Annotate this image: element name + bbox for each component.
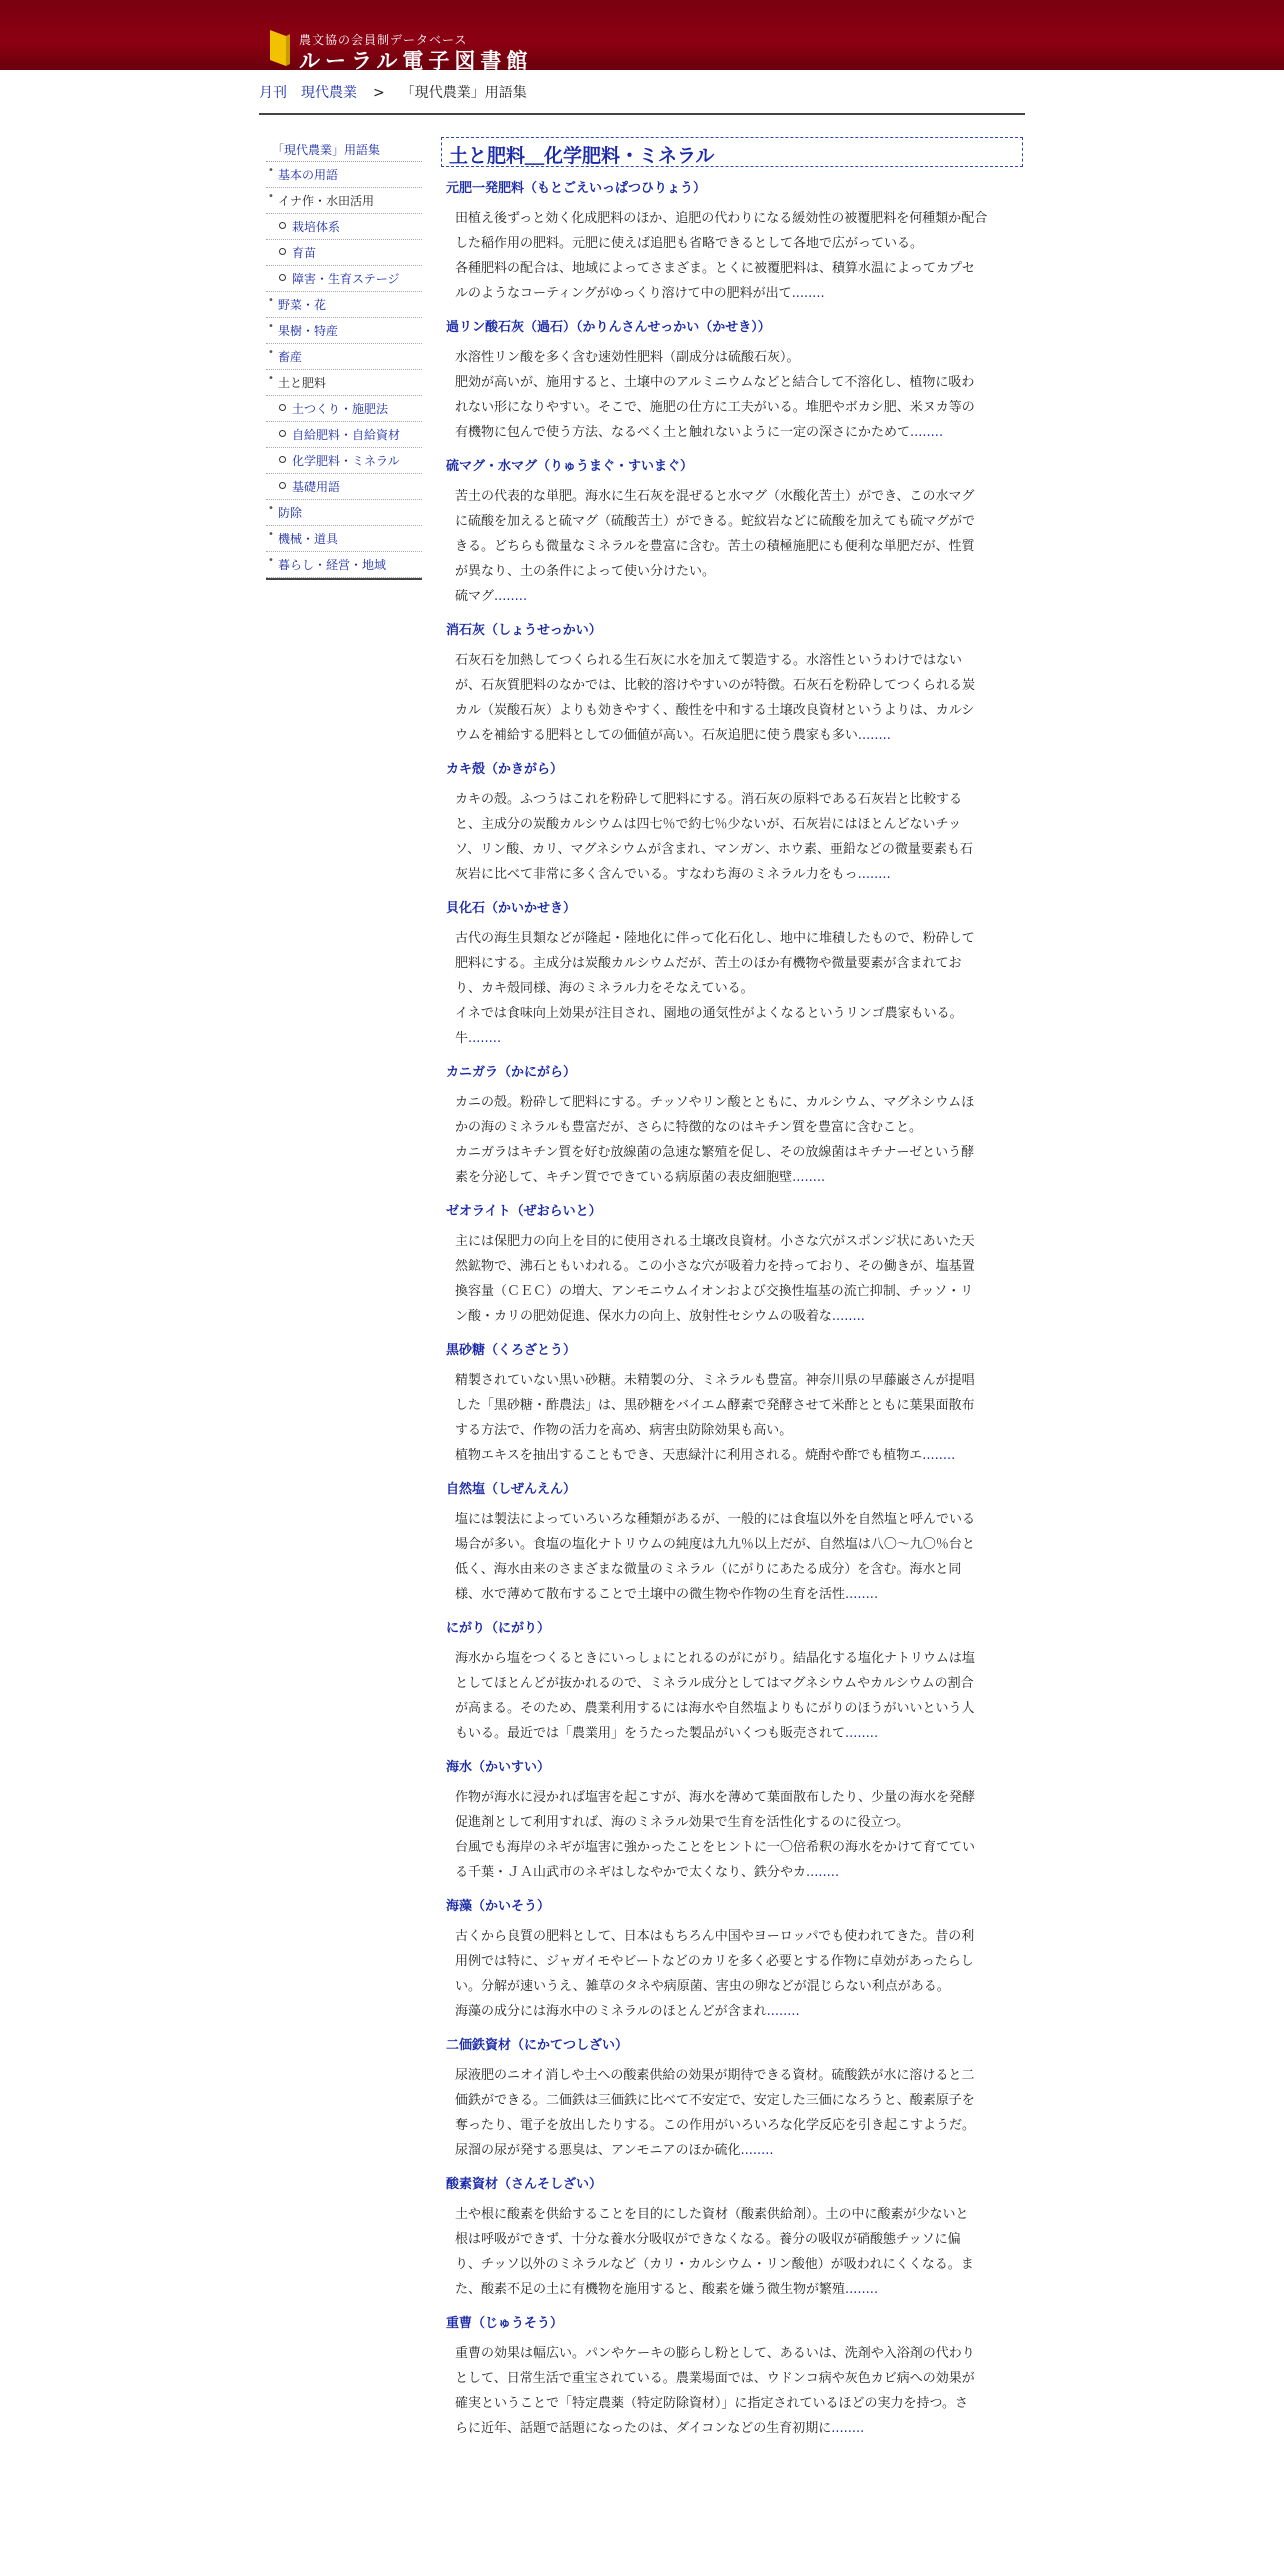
sidebar-item-11[interactable] (266, 448, 422, 474)
description-text: 主には保肥力の向上を目的に使用される土壌改良資材。小さな穴がスポンジ状にあいた天 (455, 1234, 975, 1249)
description-text: 精製されていない黒い砂糖。未精製の分、ミネラルも豊富。神奈川県の早藤巌さんが提唱 (455, 1373, 975, 1388)
description-text: 重曹の効果は幅広い。パンやケーキの膨らし粉として、あるいは、洗剤や入浴剤の代わり (455, 2346, 975, 2361)
sidebar-item-label: 果樹・特産 (278, 324, 339, 338)
sidebar-item-label: 自給肥料・自給資材 (292, 428, 401, 442)
description-line (455, 2366, 1023, 2391)
description-line (455, 1582, 1023, 1607)
description-line (455, 1532, 1023, 1557)
term-description (455, 345, 1023, 445)
description-text: 肥料にする。主成分は炭酸カルシウムだが、苦土のほか有機物や微量要素が含まれてお (455, 956, 962, 971)
description-line (455, 1507, 1023, 1532)
description-text: い。分解が速いうえ、雑草のタネや病原菌、害虫の卵などが混じらない利点がある。 (455, 1979, 950, 1994)
description-text: 様、水で薄めて散布することで土壌中の微生物や作物の生育を活性 (455, 1587, 846, 1602)
term-description (455, 2202, 1023, 2302)
sidebar-item-label: 栽培体系 (292, 220, 341, 234)
description-line (455, 1646, 1023, 1671)
description-text: が、石灰質肥料のなかでは、比較的溶けやすいのが特徴。石灰石を粉砕してつくられる炭 (455, 678, 976, 693)
sidebar-item-5[interactable] (266, 292, 422, 318)
sidebar-item-12[interactable] (266, 474, 422, 500)
breadcrumb (259, 82, 527, 102)
description-line (455, 1785, 1023, 1810)
description-line (455, 484, 1023, 509)
book-logo-icon[interactable] (268, 28, 292, 68)
term-heading[interactable]: カニガラ（かにがら） (446, 1065, 577, 1080)
description-text: と、主成分の炭酸カルシウムは四七％で約七％少ないが、石灰岩にはほとんどないチッ (455, 817, 962, 832)
description-text: 水溶性リン酸を多く含む速効性肥料（副成分は硫酸石灰）。 (455, 350, 800, 365)
description-text: 海藻の成分には海水中のミネラルのほとんどが含まれ (455, 2004, 767, 2019)
term-heading[interactable]: 過リン酸石灰（過石）（かりんさんせっかい（かせき）） (446, 320, 771, 335)
description-text: として、日常生活で重宝されている。農業場面では、ウドンコ病や灰色カビ病への効果が (455, 2371, 975, 2386)
description-text: 用例では特に、ジャガイモやビートなどのカリを多く必要とする作物に卓効があったらし (455, 1954, 974, 1969)
description-line (455, 1001, 1023, 1026)
description-text: 苦土の代表的な単肥。海水に生石灰を混ぜると水マグ（水酸化苦土）ができ、この水マグ (455, 489, 975, 504)
description-line (455, 2391, 1023, 2416)
description-line (455, 1418, 1023, 1443)
description-line (455, 2202, 1023, 2227)
bullet-icon: • (268, 295, 274, 306)
description-text: 灰岩に比べて非常に多く含んでいる。すなわち海のミネラル力をもっ (455, 867, 858, 882)
circle-bullet-icon (279, 274, 286, 281)
description-text: カキの殻。ふつうはこれを粉砕して肥料にする。消石灰の原料である石灰岩と比較する (455, 792, 963, 807)
description-line (455, 2138, 1023, 2163)
description-text: する方法で、作物の活力を高め、病害虫防除効果も高い。 (455, 1423, 793, 1438)
description-line (455, 812, 1023, 837)
sidebar-item-2[interactable] (266, 214, 422, 240)
term-heading[interactable]: 元肥一発肥料（もとごえいっぱつひりょう） (446, 181, 707, 196)
term-description (455, 1507, 1023, 1607)
description-line (455, 2113, 1023, 2138)
term-heading[interactable]: 自然塩（しぜんえん） (446, 1482, 577, 1497)
site-title[interactable]: ルーラル電子図書館 (299, 49, 533, 73)
description-line (455, 1924, 1023, 1949)
description-text: カニガラはキチン質を好む放線菌の急速な繁殖を促し、その放線菌はキチナーゼという酵 (455, 1145, 975, 1160)
sidebar-item-label: 土と肥料 (278, 376, 327, 390)
read-more-link[interactable]: ........ (831, 1309, 865, 1324)
description-text: 促進剤として利用すれば、海のミネラル効果で生育を活性化するのに役立つ。 (455, 1815, 910, 1830)
term-description (455, 206, 1023, 306)
description-line (455, 1949, 1023, 1974)
sidebar-item-label: 基礎用語 (292, 480, 341, 494)
sidebar-item-0[interactable] (266, 162, 422, 188)
description-text: 価鉄ができる。二価鉄は三価鉄に比べて不安定で、安定した三価になろうと、酸素原子を (455, 2093, 975, 2108)
description-text: した「黒砂糖・酢農法」は、黒砂糖をバイエム酵素で発酵させて米酢とともに葉果面散布 (455, 1398, 975, 1413)
description-text: 田植え後ずっと効く化成肥料のほか、追肥の代わりになる緩効性の被覆肥料を何種類か配合 (455, 211, 988, 226)
sidebar-item-label: 基本の用語 (278, 168, 339, 182)
sidebar-item-1 (266, 188, 422, 214)
read-more-link[interactable]: ........ (831, 2421, 865, 2436)
description-text: かの海のミネラルも豊富だが、さらに特徴的なのはキチン質を豊富に含むこと。 (455, 1120, 922, 1135)
description-line (455, 2227, 1023, 2252)
bullet-icon: • (268, 321, 274, 332)
term-description (455, 1924, 1023, 2024)
description-text: 土や根に酸素を供給することを目的にした資材（酸素供給剤）。土の中に酸素が少ないと (455, 2207, 969, 2222)
description-text: 奪ったり、電子を放出したりする。この作用がいろいろな化学反応を引き起こすようだ。 (455, 2118, 976, 2133)
description-line (455, 206, 1023, 231)
sidebar-item-14[interactable] (266, 526, 422, 552)
description-text: もいる。最近では「農業用」をうたった製品がいくつも販売されて (455, 1726, 846, 1741)
term-heading[interactable]: ゼオライト（ぜおらいと） (446, 1204, 602, 1219)
description-line (455, 1671, 1023, 1696)
description-line (455, 1557, 1023, 1582)
description-text: きる。どちらも微量なミネラルを豊富に含む。苦土の積極施肥にも便利な単肥だが、性質 (455, 539, 975, 554)
sidebar-item-13[interactable] (266, 500, 422, 526)
description-line (455, 1115, 1023, 1140)
description-line (455, 1721, 1023, 1746)
description-line (455, 723, 1023, 748)
description-line (455, 395, 1023, 420)
description-text: り、カキ殻同様、海のミネラル力をそなえている。 (455, 981, 754, 996)
description-text: る千葉・ＪＡ山武市のネギはしなやかで太くなり、鉄分やカ (455, 1865, 807, 1880)
description-text: 換容量（ＣＥＣ）の増大、アンモニウムイオンおよび交換性塩基の流亡抑制、チッソ・リ (455, 1284, 974, 1299)
description-line (455, 1229, 1023, 1254)
description-line (455, 1279, 1023, 1304)
sidebar-item-7[interactable] (266, 344, 422, 370)
description-text: ウムを補給する肥料としての価値が高い。石灰追肥に使う農家も多い (455, 728, 858, 743)
bullet-icon: • (268, 191, 274, 202)
description-line (455, 2341, 1023, 2366)
description-text: 尿液肥のニオイ消しや土への酸素供給の効果が期待できる資材。硫酸鉄が水に溶けると二 (455, 2068, 975, 2083)
description-text: らに近年、話題で話題になったのは、ダイコンなどの生育初期に (455, 2421, 832, 2436)
description-text: に硫酸を加えると硫マグ（硫酸苦土）ができる。蛇紋岩などに硫酸を加えても硫マグがで (455, 514, 976, 529)
description-text: が異なり、土の条件によって使い分けたい。 (455, 564, 716, 579)
term-description (455, 926, 1023, 1051)
description-line (455, 559, 1023, 584)
description-line (455, 787, 1023, 812)
description-line (455, 862, 1023, 887)
sidebar-item-label: 化学肥料・ミネラル (292, 454, 400, 468)
circle-bullet-icon (279, 404, 286, 411)
sidebar-item-6[interactable] (266, 318, 422, 344)
description-line (455, 1140, 1023, 1165)
description-line (455, 1165, 1023, 1190)
term-heading[interactable]: 貝化石（かいかせき） (446, 901, 577, 916)
term-description (455, 648, 1023, 748)
sidebar-item-label: 障害・生育ステージ (292, 272, 400, 286)
header-divider (259, 113, 1025, 115)
read-more-link[interactable]: ........ (845, 1726, 879, 1741)
read-more-link[interactable]: ........ (494, 589, 528, 604)
sidebar-nav (266, 140, 422, 580)
read-more-link[interactable]: ........ (806, 1865, 840, 1880)
description-line (455, 2277, 1023, 2302)
description-text: 塩には製法によっていろいろな種類があるが、一般的には食塩以外を自然塩と呼んでいる (455, 1512, 976, 1527)
description-line (455, 1860, 1023, 1885)
sidebar-item-label: 土つくり・施肥法 (292, 402, 389, 416)
description-text: イネでは食味向上効果が注目され、園地の通気性がよくなるというリンゴ農家もいる。 (455, 1006, 963, 1021)
sidebar-item-label: イナ作・水田活用 (278, 194, 375, 208)
bullet-icon: • (268, 347, 274, 358)
description-line (455, 231, 1023, 256)
description-line (455, 926, 1023, 951)
description-line (455, 1999, 1023, 2024)
description-line (455, 345, 1023, 370)
description-text: カニの殻。粉砕して肥料にする。チッソやリン酸とともに、カルシウム、マグネシウムほ (455, 1095, 975, 1110)
description-text: 肥効が高いが、施用すると、土壌中のアルミニウムなどと結合して不溶化し、植物に吸わ (455, 375, 975, 390)
read-more-link[interactable]: ........ (468, 1031, 502, 1046)
term-description (455, 2341, 1023, 2441)
description-line (455, 420, 1023, 445)
read-more-link[interactable]: ........ (922, 1448, 956, 1463)
description-line (455, 1835, 1023, 1860)
description-text: た、酸素不足の土に有機物を施用すると、酸素を嫌う微生物が繁殖 (455, 2282, 846, 2297)
description-line (455, 1810, 1023, 1835)
description-text: り、チッソ以外のミネラルなど（カリ・カルシウム・リン酸他）が吸われにくくなる。ま (455, 2257, 974, 2272)
description-text: ルのようなコーティングがゆっくり溶けて中の肥料が出て (455, 286, 792, 301)
description-text: 尿溜の尿が発する悪臭は、アンモニアのほか硫化 (455, 2143, 741, 2158)
description-line (455, 2252, 1023, 2277)
sidebar-item-label: 畜産 (278, 350, 303, 364)
description-text: 場合が多い。食塩の塩化ナトリウムの純度は九九％以上だが、自然塩は八〇～九〇％台と (455, 1537, 975, 1552)
description-line (455, 534, 1023, 559)
description-text: 各種肥料の配合は、地域によってさまざま。とくに被覆肥料は、積算水温によってカプセ (455, 261, 975, 276)
description-text: 根は呼吸ができず、十分な養水分吸収ができなくなる。養分の吸収が硝酸態チッソに偏 (455, 2232, 961, 2247)
term-heading[interactable]: 酸素資材（さんそしざい） (446, 2177, 603, 2192)
sidebar-item-label: 防除 (278, 506, 303, 520)
circle-bullet-icon (279, 222, 286, 229)
term-heading[interactable]: にがり（にがり） (446, 1621, 551, 1636)
description-text: としてほとんどが抜かれるので、ミネラル成分としてはマグネシウムやカルシウムの割合 (455, 1676, 974, 1691)
bullet-icon: • (268, 555, 274, 566)
breadcrumb-current: 「現代農業」用語集 (400, 85, 527, 101)
description-text: 有機物に包んで使う方法、なるべく土と触れないように一定の深さにかためて (455, 425, 911, 440)
read-more-link[interactable]: ........ (857, 728, 891, 743)
description-text: 確実ということで「特定農薬（特定防除資材）」に指定されているほどの実力を持つ。さ (455, 2396, 968, 2411)
description-text: した稲作用の肥料。元肥に使えば追肥も省略できるとして各地で広がっている。 (455, 236, 924, 251)
description-line (455, 1368, 1023, 1393)
description-text: 低く、海水由来のさまざまな微量のミネラル（にがりにあたる成分）を含む。海水と同 (455, 1562, 962, 1577)
sidebar-item-9[interactable] (266, 396, 422, 422)
site-header (0, 0, 1284, 73)
description-text: ソ、リン酸、カリ、マグネシウムが含まれ、マンガン、ホウ素、亜鉛などの微量要素も石 (455, 842, 973, 857)
description-line (455, 673, 1023, 698)
description-line (455, 1254, 1023, 1279)
term-description (455, 1090, 1023, 1190)
circle-bullet-icon (279, 482, 286, 489)
sidebar-end-rule (266, 578, 422, 580)
description-text: カル（炭酸石灰）よりも効きやすく、酸性を中和する土壌改良資材というよりは、カルシ (455, 703, 975, 718)
description-line (455, 509, 1023, 534)
description-text: ン酸・カリの肥効促進、保水力の向上、放射性セシウムの吸着な (455, 1309, 832, 1324)
sidebar-item-15[interactable] (266, 552, 422, 578)
read-more-link[interactable]: ........ (910, 425, 944, 440)
term-heading[interactable]: 重曹（じゅうそう） (446, 2316, 564, 2331)
description-line (455, 1090, 1023, 1115)
breadcrumb-separator: > (373, 85, 385, 101)
description-line (455, 1696, 1023, 1721)
term-heading[interactable]: カキ殻（かきがら） (446, 762, 564, 777)
term-description (455, 1785, 1023, 1885)
bullet-icon: • (268, 529, 274, 540)
circle-bullet-icon (279, 248, 286, 255)
sidebar-item-3[interactable] (266, 240, 422, 266)
description-text: 然鉱物で、沸石ともいわれる。この小さな穴が吸着力を持っており、その働きが、塩基置 (455, 1259, 975, 1274)
read-more-link[interactable]: ........ (791, 286, 825, 301)
description-line (455, 584, 1023, 609)
sidebar-item-4[interactable] (266, 266, 422, 292)
main-content (441, 137, 1023, 2441)
breadcrumb-link-gendai-nogyo[interactable]: 月刊 現代農業 (259, 85, 357, 101)
term-description (455, 2063, 1023, 2163)
sidebar-item-label: 育苗 (292, 246, 317, 260)
description-text: 古代の海生貝類などが隆起・陸地化に伴って化石化し、地中に堆積したもので、粉砕して (455, 931, 975, 946)
page-title: 土と肥料＿化学肥料・ミネラル (441, 137, 1023, 167)
description-line (455, 837, 1023, 862)
description-line (455, 2088, 1023, 2113)
read-more-link[interactable]: ........ (740, 2143, 774, 2158)
description-text: 硫マグ (455, 589, 495, 604)
description-line (455, 1974, 1023, 1999)
read-more-link[interactable]: ........ (792, 1170, 826, 1185)
sidebar-item-8 (266, 370, 422, 396)
description-line (455, 1393, 1023, 1418)
sidebar-item-label: 機械・道具 (278, 532, 339, 546)
description-line (455, 2063, 1023, 2088)
description-text: 台風でも海岸のネギが塩害に強かったことをヒントに一〇倍希釈の海水をかけて育ててい (455, 1840, 976, 1855)
description-text: れない形になりやすい。そこで、施肥の仕方に工夫がいる。堆肥やボカシ肥、米ヌカ等の (455, 400, 975, 415)
term-heading[interactable]: 消石灰（しょうせっかい） (446, 623, 602, 638)
description-line (455, 1026, 1023, 1051)
read-more-link[interactable]: ........ (857, 867, 891, 882)
read-more-link[interactable]: ........ (845, 2282, 879, 2297)
site-subtitle: 農文協の会員制データベース (299, 33, 468, 47)
bullet-icon: • (268, 165, 274, 176)
term-list (441, 177, 1023, 2441)
description-text: 石灰石を加熱してつくられる生石灰に水を加えて製造する。水溶性というわけではない (455, 653, 963, 668)
term-heading[interactable]: 二価鉄資材（にかてつしざい） (446, 2038, 629, 2053)
description-text: 植物エキスを抽出することもでき、天恵緑汁に利用される。焼酎や酢でも植物エ (455, 1448, 923, 1463)
term-heading[interactable]: 海水（かいすい） (446, 1760, 551, 1775)
description-text: 古くから良質の肥料として、日本はもちろん中国やヨーロッパでも使われてきた。昔の利 (455, 1929, 975, 1944)
description-line (455, 1443, 1023, 1468)
circle-bullet-icon (279, 456, 286, 463)
sidebar-item-label: 暮らし・経営・地域 (278, 558, 387, 572)
description-text: 海水から塩をつくるときにいっしょにとれるのがにがり。結晶化する塩化ナトリウムは塩 (455, 1651, 975, 1666)
description-line (455, 698, 1023, 723)
description-line (455, 281, 1023, 306)
term-description (455, 1229, 1023, 1329)
bullet-icon: • (268, 373, 274, 384)
bullet-icon: • (268, 503, 274, 514)
sidebar-item-10[interactable] (266, 422, 422, 448)
description-line (455, 648, 1023, 673)
description-line (455, 2416, 1023, 2441)
term-description (455, 787, 1023, 887)
description-line (455, 976, 1023, 1001)
sidebar-title[interactable]: 「現代農業」用語集 (266, 140, 422, 162)
description-line (455, 256, 1023, 281)
term-description (455, 1368, 1023, 1468)
description-text: 牛 (455, 1031, 469, 1046)
term-heading[interactable]: 硫マグ・水マグ（りゅうまぐ・すいまぐ） (446, 459, 694, 474)
description-text: 作物が海水に浸かれば塩害を起こすが、海水を薄めて葉面散布したり、少量の海水を発酵 (455, 1790, 976, 1805)
sidebar-item-label: 野菜・花 (278, 298, 327, 312)
read-more-link[interactable]: ........ (845, 1587, 879, 1602)
term-description (455, 484, 1023, 609)
description-line (455, 1304, 1023, 1329)
read-more-link[interactable]: ........ (766, 2004, 800, 2019)
term-heading[interactable]: 海藻（かいそう） (446, 1899, 551, 1914)
circle-bullet-icon (279, 430, 286, 437)
term-description (455, 1646, 1023, 1746)
description-line (455, 370, 1023, 395)
description-text: 素を分泌して、キチン質でできている病原菌の表皮細胞壁 (455, 1170, 793, 1185)
description-text: が高まる。そのため、農業利用するには海水や自然塩よりもにがりのほうがいいという人 (455, 1701, 975, 1716)
description-line (455, 951, 1023, 976)
term-heading[interactable]: 黒砂糖（くろざとう） (446, 1343, 577, 1358)
